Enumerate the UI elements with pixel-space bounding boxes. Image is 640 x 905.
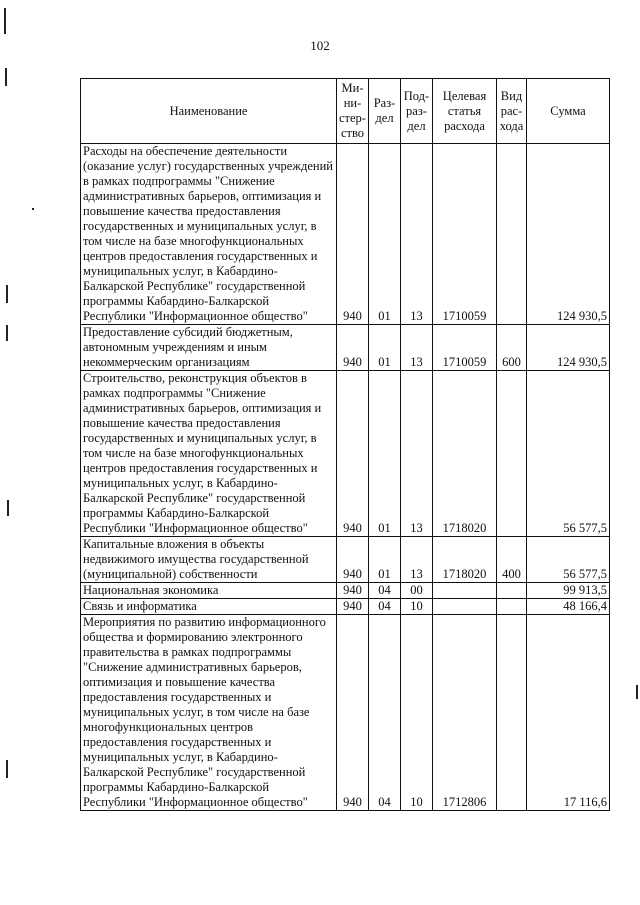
row-target: 1710059 xyxy=(433,325,497,371)
row-target: 1710059 xyxy=(433,144,497,325)
row-subsection: 10 xyxy=(401,615,433,811)
table-row xyxy=(81,615,610,811)
row-amount: 48 166,4 xyxy=(527,599,610,615)
header-exptype: Вид рас- хода xyxy=(497,79,527,144)
row-target: 1718020 xyxy=(433,371,497,537)
table-header-row xyxy=(81,79,610,144)
row-exptype xyxy=(497,599,527,615)
row-exptype xyxy=(497,615,527,811)
header-subsection: Под- раз- дел xyxy=(401,79,433,144)
row-ministry: 940 xyxy=(337,615,369,811)
header-target: Целевая статья расхода xyxy=(433,79,497,144)
table-row xyxy=(81,537,610,583)
row-amount: 56 577,5 xyxy=(527,537,610,583)
row-amount: 17 116,6 xyxy=(527,615,610,811)
row-section: 01 xyxy=(369,537,401,583)
row-ministry: 940 xyxy=(337,537,369,583)
row-target xyxy=(433,583,497,599)
scan-edge-mark xyxy=(32,208,34,210)
row-target: 1712806 xyxy=(433,615,497,811)
page-number: 102 xyxy=(310,38,330,53)
row-subsection: 13 xyxy=(401,325,433,371)
table-row xyxy=(81,583,610,599)
row-exptype xyxy=(497,144,527,325)
row-section: 04 xyxy=(369,599,401,615)
row-name: Капитальные вложения в объекты недвижимого имущества государственной (муниципальной) собственности xyxy=(81,537,337,583)
row-ministry: 940 xyxy=(337,371,369,537)
row-exptype: 400 xyxy=(497,537,527,583)
scan-edge-mark xyxy=(4,8,6,34)
header-amount: Сумма xyxy=(527,79,610,144)
scan-edge-mark xyxy=(6,325,8,341)
row-amount: 99 913,5 xyxy=(527,583,610,599)
row-ministry: 940 xyxy=(337,144,369,325)
row-target xyxy=(433,599,497,615)
scan-edge-mark xyxy=(5,68,7,86)
row-section: 04 xyxy=(369,615,401,811)
row-section: 01 xyxy=(369,325,401,371)
row-section: 01 xyxy=(369,144,401,325)
row-section: 01 xyxy=(369,371,401,537)
row-exptype: 600 xyxy=(497,325,527,371)
scan-edge-mark xyxy=(6,285,8,303)
row-name: Связь и информатика xyxy=(81,599,337,615)
row-name: Национальная экономика xyxy=(81,583,337,599)
row-ministry: 940 xyxy=(337,583,369,599)
row-section: 04 xyxy=(369,583,401,599)
row-subsection: 13 xyxy=(401,371,433,537)
table-row xyxy=(81,371,610,537)
scan-edge-mark xyxy=(7,500,9,516)
row-ministry: 940 xyxy=(337,599,369,615)
scan-edge-mark xyxy=(636,685,638,699)
row-amount: 124 930,5 xyxy=(527,144,610,325)
row-ministry: 940 xyxy=(337,325,369,371)
row-name: Мероприятия по развитию информационного общества и формированию электронного правительства в рамках подпрограммы "Снижение административных барьеров, оптимизация и повышение качества предоставления государственных и муниципальных услуг, в том числе на базе многофункциональных центров предоставления государственных и муниципальных услуг, в Кабардино-Балкарской Республике" государственной программы Кабардино-Балкарской Республики "Информационное общество" xyxy=(81,615,337,811)
header-ministry: Ми- ни- стер- ство xyxy=(337,79,369,144)
row-subsection: 10 xyxy=(401,599,433,615)
row-name: Строительство, реконструкция объектов в рамках подпрограммы "Снижение административных барьеров, оптимизация и повышение качества предоставления государственных и муниципальных услуг, в том числе на базе многофункциональных центров предоставления государственных и муниципальных услуг, в Кабардино-Балкарской Республике" государственной программы Кабардино-Балкарской Республики "Информационное общество" xyxy=(81,371,337,537)
row-amount: 56 577,5 xyxy=(527,371,610,537)
table-row xyxy=(81,599,610,615)
table-row xyxy=(81,144,610,325)
row-subsection: 13 xyxy=(401,537,433,583)
scan-edge-mark xyxy=(6,760,8,778)
budget-table xyxy=(80,78,610,811)
header-name: Наименование xyxy=(81,79,337,144)
row-target: 1718020 xyxy=(433,537,497,583)
header-section: Раз- дел xyxy=(369,79,401,144)
row-exptype xyxy=(497,583,527,599)
row-subsection: 13 xyxy=(401,144,433,325)
row-exptype xyxy=(497,371,527,537)
row-subsection: 00 xyxy=(401,583,433,599)
row-name: Предоставление субсидий бюджетным, автономным учреждениям и иным некоммерческим организациям xyxy=(81,325,337,371)
table-row xyxy=(81,325,610,371)
row-amount: 124 930,5 xyxy=(527,325,610,371)
row-name: Расходы на обеспечение деятельности (оказание услуг) государственных учреждений в рамках подпрограммы "Снижение административных барьеров, оптимизация и повышение качества предоставления государственных и муниципальных услуг, в том числе на базе многофункциональных центров предоставления государственных и муниципальных услуг, в Кабардино-Балкарской Республике" государственной программы Кабардино-Балкарской Республики "Информационное общество" xyxy=(81,144,337,325)
